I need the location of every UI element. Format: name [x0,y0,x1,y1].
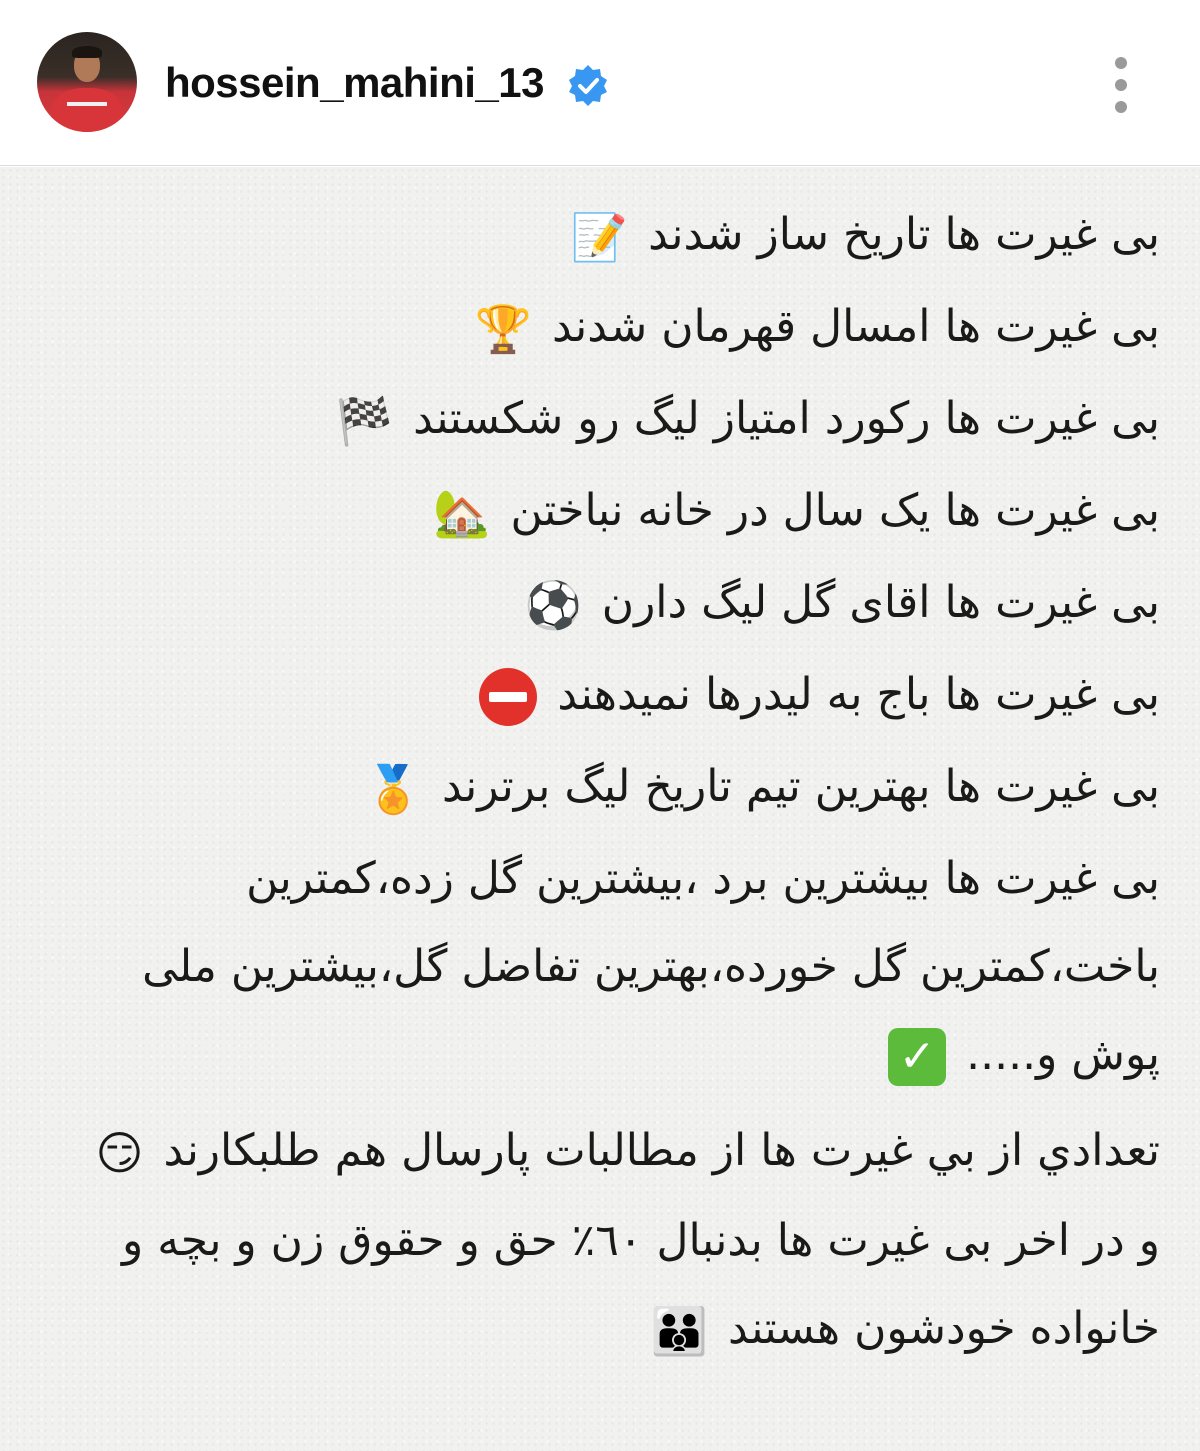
line-text: باخت،کمترین گل خورده،بهترین تفاضل گل،بیشترین ملی [142,941,1160,992]
medal-icon: 🏅 [364,762,422,816]
line-text: پوش و..... [966,1029,1160,1080]
menu-dot-icon [1115,101,1127,113]
checkered-flag-icon: 🏁 [335,394,394,448]
post-line-8 [246,837,1160,921]
line-text: بی غیرت ها یک سال در خانه نباختن [510,485,1160,536]
post-line-2 [475,285,1160,369]
post-line-12 [122,1199,1160,1283]
no-entry-icon [479,668,537,726]
post-line-7 [365,745,1160,829]
post-line-10 [888,1013,1160,1097]
line-text: خانواده خودشون هستند [728,1303,1160,1354]
more-options-button[interactable] [1106,55,1136,115]
line-text: و در اخر بی غیرت ها بدنبال ٦٠٪ حق و حقوق زن و بچه و [121,1215,1160,1266]
post-line-5 [524,561,1160,645]
line-text: بی غیرت ها رکورد امتیاز لیگ رو شکستند [413,393,1160,444]
family-icon: 👪 [650,1304,709,1358]
line-text: تعدادي از بي غيرت ها از مطالبات پارسال هم طلبکارند [163,1125,1160,1176]
post-header [0,0,1200,166]
line-text: بی غیرت ها امسال قهرمان شدند [551,301,1160,352]
post-line-3 [336,377,1160,461]
post-line-1 [571,193,1160,277]
house-with-garden-icon: 🏡 [433,486,491,540]
line-text: بی غیرت ها باج به لیدرها نمیدهند [557,669,1160,720]
check-mark-icon: ✓ [888,1028,946,1086]
post-line-4 [433,469,1160,553]
smirking-face-icon: 😏 [95,1126,144,1180]
trophy-icon: 🏆 [474,302,532,356]
menu-dot-icon [1115,57,1127,69]
menu-dot-icon [1115,79,1127,91]
soccer-ball-icon: ⚽ [524,578,582,632]
profile-avatar[interactable] [37,32,137,132]
post-line-6 [479,653,1160,737]
username-link[interactable]: hossein_mahini_13 [165,59,544,106]
avatar-shirt-stripe [67,102,107,106]
post-line-9 [142,925,1160,1009]
avatar-hair [72,46,102,58]
line-text: بی غیرت ها تاریخ ساز شدند [648,209,1160,260]
line-text: بی غیرت ها اقای گل لیگ دارن [601,577,1160,628]
memo-icon: 📝 [570,210,629,264]
line-text: بی غیرت ها بهترین تیم تاریخ لیگ برترند [441,761,1160,812]
post-line-11 [96,1109,1161,1193]
verified-badge-icon [566,63,610,107]
line-text: بی غیرت ها بیشترین برد ،بیشترین گل زده،کمترین [246,853,1160,904]
post-image [0,167,1200,1451]
avatar-shirt [51,88,123,132]
post-line-13 [651,1287,1160,1371]
